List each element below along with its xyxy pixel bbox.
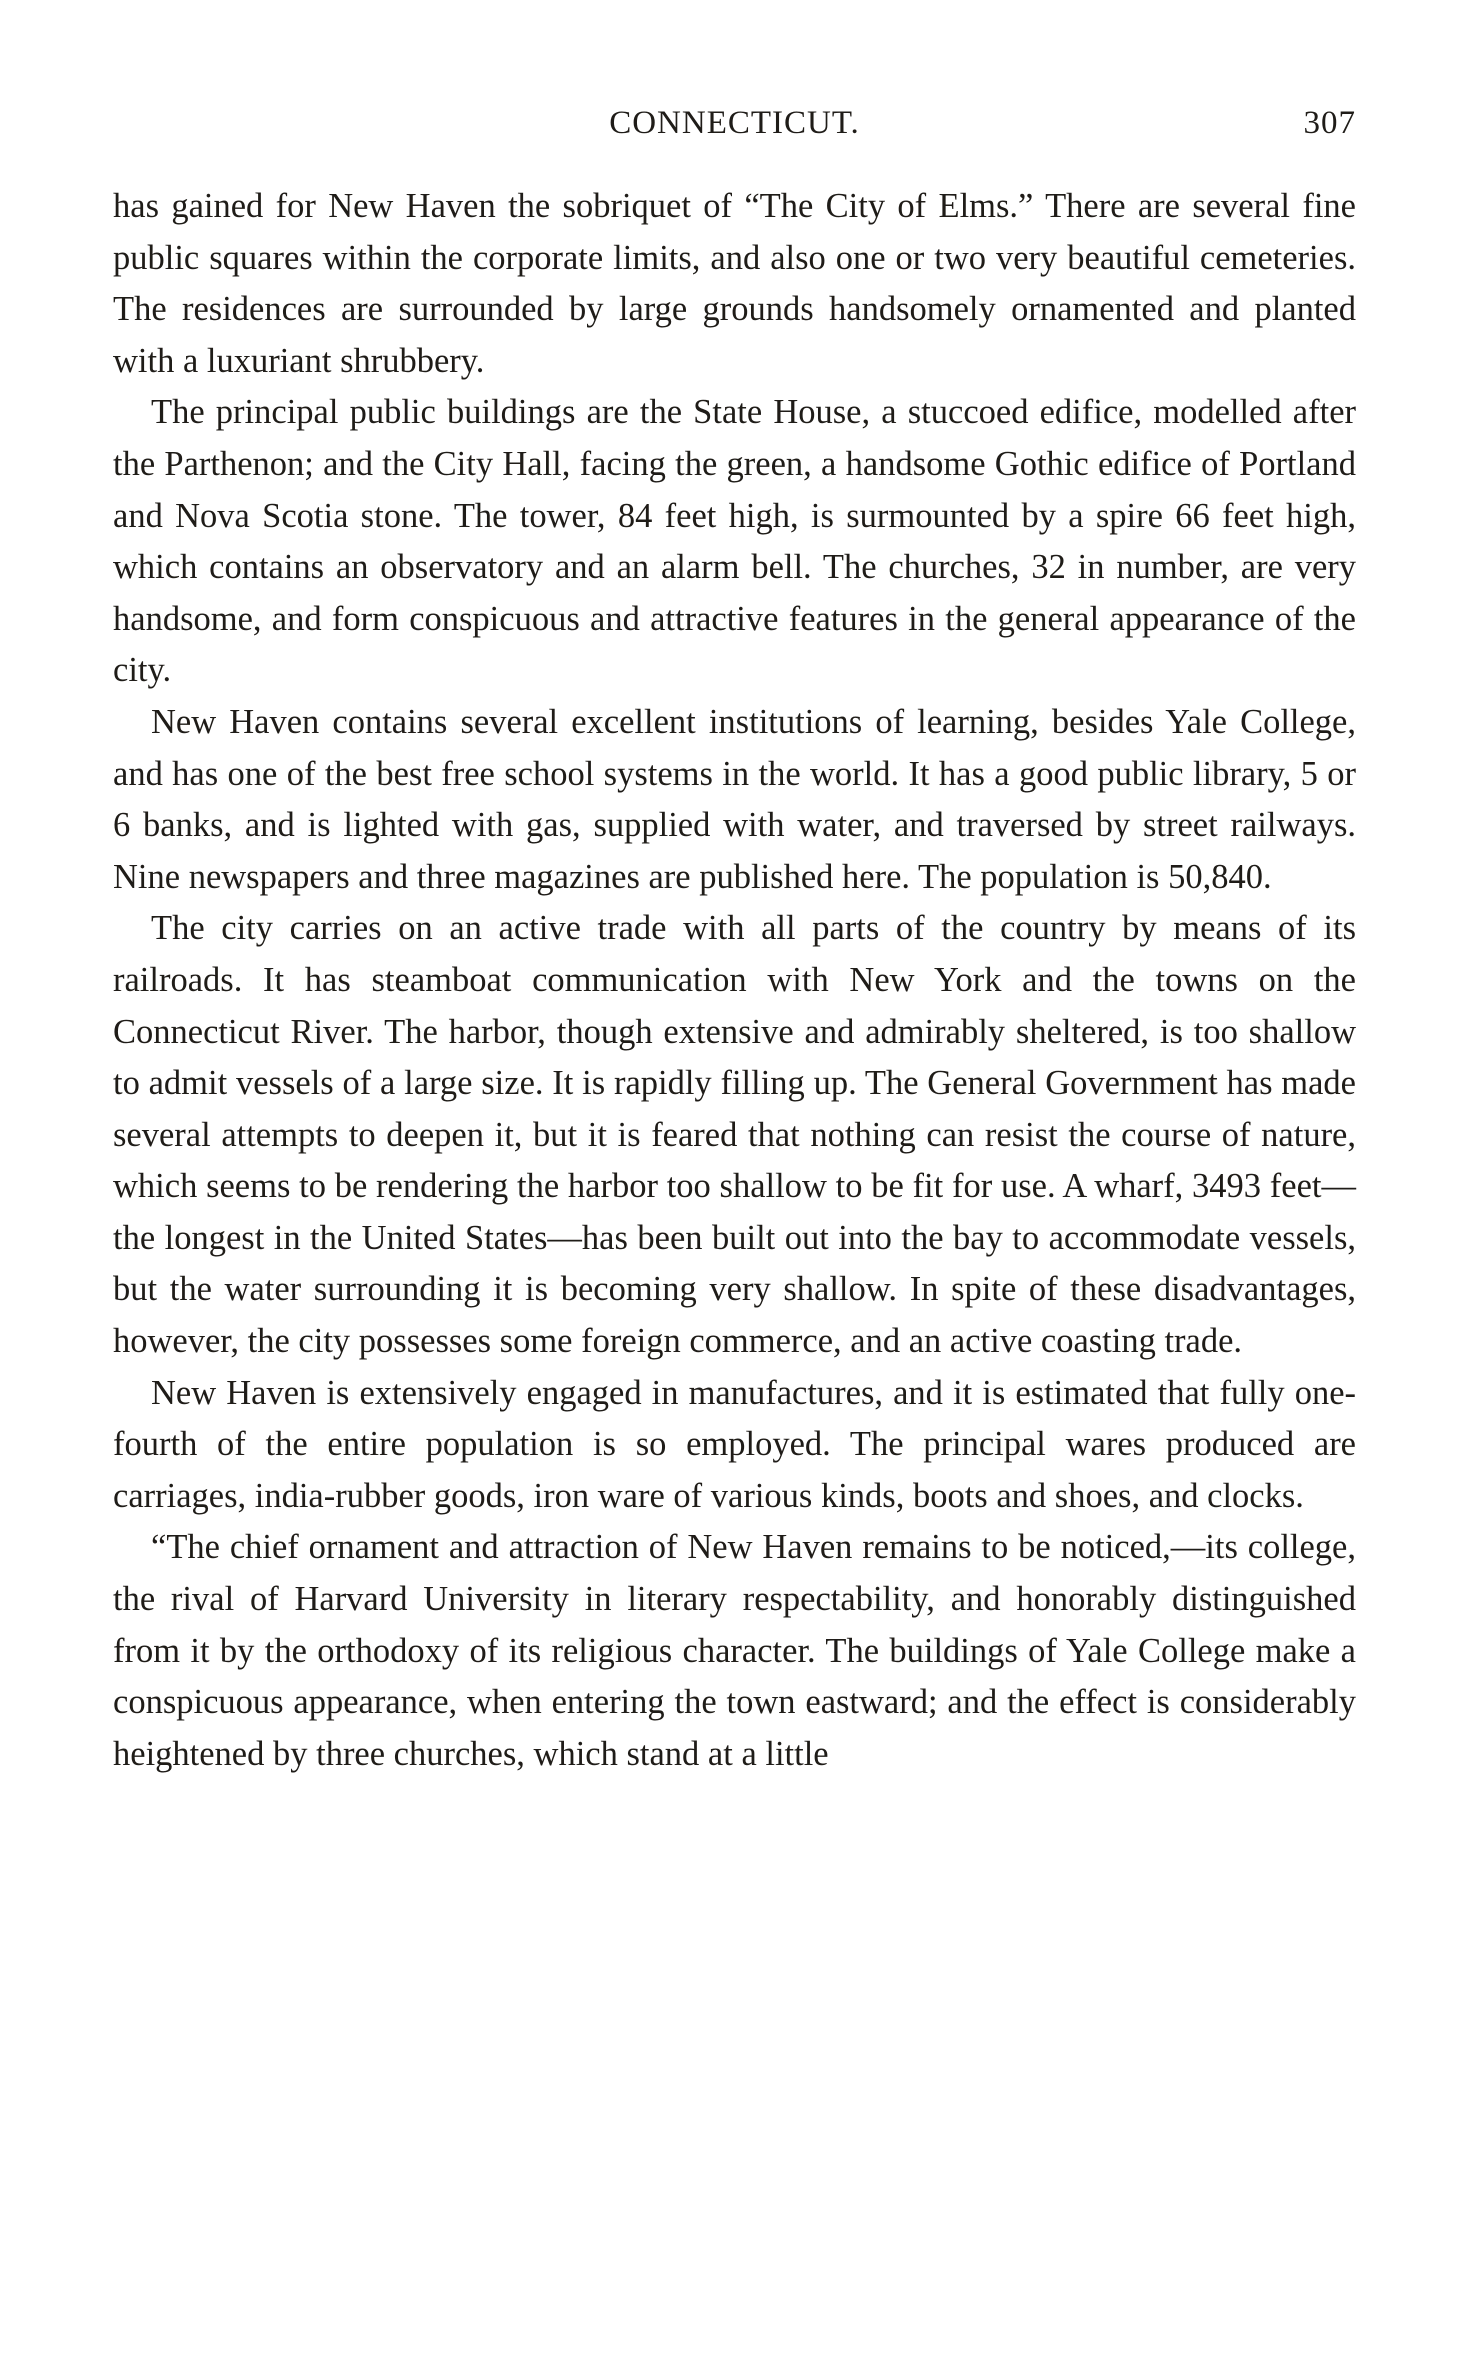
running-head [113, 105, 1356, 149]
paragraph-trade-harbor: The city carries on an active trade with all parts of the country by means of its railroads. It has steamboat communication with New York and the towns on the Connecticut River. The harbor, though extensive and admirably sheltered, is too shallow to admit vessels of a large size. It is rapidly filling up. The General Government has made several attempts to deepen it, but it is feared that nothing can resist the course of nature, which seems to be rendering the harbor too shallow to be fit for use. A wharf, 3493 feet—the longest in the United States—has been built out into the bay to accommodate vessels, but the water surrounding it is becoming very shallow. In spite of these disadvantages, however, the city possesses some foreign commerce, and an active coasting trade. [113, 909, 1356, 1361]
book-page [113, 105, 1356, 1780]
running-title: CONNECTICUT. [609, 105, 860, 141]
paragraph-college-quote: “The chief ornament and attraction of New Haven remains to be noticed,—its college, the rival of Harvard University in literary respectability, and honorably distinguished from it by the orthodoxy of its religious character. The buildings of Yale College make a conspicuous appearance, when entering the town eastward; and the effect is considerably heightened by three churches, which stand at a little [113, 1528, 1356, 1773]
page-number: 307 [1303, 105, 1356, 141]
paragraph-manufactures: New Haven is extensively engaged in manufactures, and it is estimated that fully one-fourth of the entire population is so employed. The principal wares produced are carriages, india-rubber goods, iron ware of various kinds, boots and shoes, and clocks. [113, 1373, 1356, 1515]
body-text [113, 181, 1356, 1780]
paragraph-public-buildings: The principal public buildings are the State House, a stuccoed edifice, modelled after the Parthenon; and the City Hall, facing the green, a handsome Gothic edifice of Portland and Nova Scotia stone. The tower, 84 feet high, is surmounted by a spire 66 feet high, which contains an observatory and an alarm bell. The churches, 32 in number, are very handsome, and form conspicuous and attractive features in the general appearance of the city. [113, 393, 1356, 690]
paragraph-institutions: New Haven contains several excellent institutions of learning, besides Yale College, and has one of the best free school systems in the world. It has a good public library, 5 or 6 banks, and is lighted with gas, supplied with water, and traversed by street railways. Nine newspapers and three magazines are published here. The population is 50,840. [113, 702, 1356, 896]
paragraph-elms-squares: has gained for New Haven the sobriquet of “The City of Elms.” There are several fine public squares within the corporate limits, and also one or two very beautiful cemeteries. The residences are surrounded by large grounds handsomely ornamented and planted with a luxuriant shrubbery. [113, 187, 1356, 380]
